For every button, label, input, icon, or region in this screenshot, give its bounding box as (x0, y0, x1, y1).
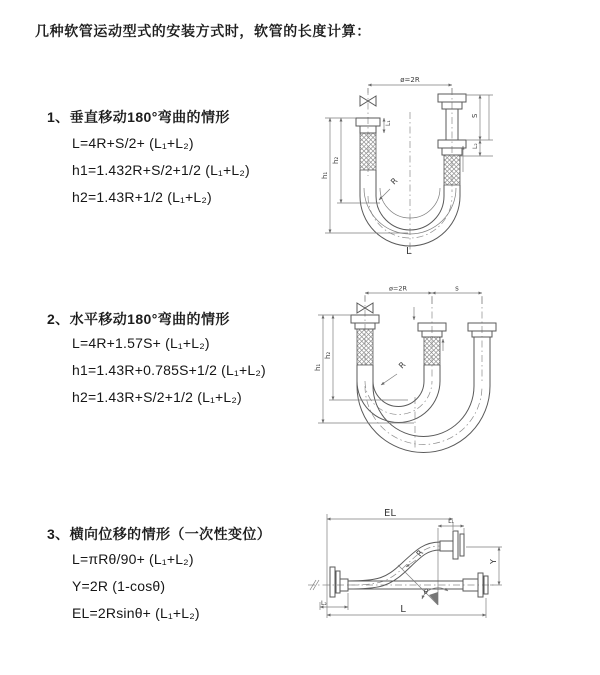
lower-right-flange (463, 573, 488, 597)
diagram-horizontal-180-bend (310, 285, 580, 460)
angle-wedge (429, 592, 438, 605)
dimension-label-radius: R (414, 548, 426, 559)
formula-line: Y=2R (1-cosθ) (72, 578, 166, 594)
dimension-label-theta: θ (423, 588, 428, 596)
formula-line: L=πRθ/90+ (L₁+L₂) (72, 551, 194, 567)
section-2-heading: 2、水平移动180°弯曲的情形 (47, 311, 230, 327)
formula-line: h2=1.43R+S/2+1/2 (L₁+L₂) (72, 389, 242, 405)
left-leg-fitting (356, 118, 380, 196)
dimension-label-l1: L₁ (385, 120, 392, 126)
dimension-label-l2: L₂ (321, 600, 327, 607)
dimension-l1-left (384, 118, 392, 133)
dimension-label-h1: h₁ (314, 363, 322, 371)
radius-callout (379, 176, 400, 200)
dimension-l (327, 598, 486, 618)
dimension-label-h1: h₁ (321, 171, 329, 179)
dimension-label-radius: R (389, 176, 400, 187)
diagram-vertical-180-bend (310, 70, 580, 260)
formula-line: EL=2Rsinθ+ (L₁+L₂) (72, 605, 200, 621)
radius-callout (406, 548, 425, 567)
dimension-l2 (320, 593, 348, 610)
hose-u-bend-original (357, 381, 440, 422)
section-1-heading: 1、垂直移动180°弯曲的情形 (47, 109, 230, 125)
dimension-label-s: S (471, 113, 479, 118)
right-leg-fitting (438, 94, 466, 196)
dimension-span-2r (368, 76, 452, 93)
dimension-label-span: ø=2R (400, 76, 420, 84)
left-flange (330, 567, 348, 597)
upper-right-flange (440, 531, 464, 559)
hose-u-bend-moved (357, 386, 490, 453)
hose-s-curve (348, 542, 440, 589)
dimension-label-y: Y (489, 559, 498, 564)
dimension-label-stroke: s (455, 285, 459, 293)
diagram-lateral-displacement (300, 500, 590, 645)
dimension-s-right (460, 95, 493, 156)
radius-callout (381, 360, 408, 385)
dimension-span-2r (365, 285, 482, 304)
dimension-label-radius: R (397, 360, 408, 371)
section-3-heading: 3、横向位移的情形（一次性变位） (47, 526, 272, 542)
formula-line: L=4R+S/2+ (L₁+L₂) (72, 135, 194, 151)
dimension-l1 (438, 518, 464, 534)
page-title: 几种软管运动型式的安装方式时，软管的长度计算： (35, 23, 371, 39)
dimension-label-l2: L₂ (472, 143, 479, 149)
dimension-label-length: L (406, 246, 412, 257)
dimension-label-h2: h₂ (324, 351, 332, 359)
formula-line: h1=1.43R+0.785S+1/2 (L₁+L₂) (72, 362, 266, 378)
dimension-label-l1: L₁ (448, 518, 454, 525)
formula-line: L=4R+1.57S+ (L₁+L₂) (72, 335, 210, 351)
dimension-label-el: EL (384, 508, 396, 519)
dimension-label-h2: h₂ (332, 156, 340, 164)
dimension-label-span: ø=2R (388, 285, 408, 293)
formula-line: h2=1.43R+1/2 (L₁+L₂) (72, 189, 212, 205)
formula-line: h1=1.432R+S/2+1/2 (L₁+L₂) (72, 162, 250, 178)
dimension-label-length: L (400, 604, 406, 615)
